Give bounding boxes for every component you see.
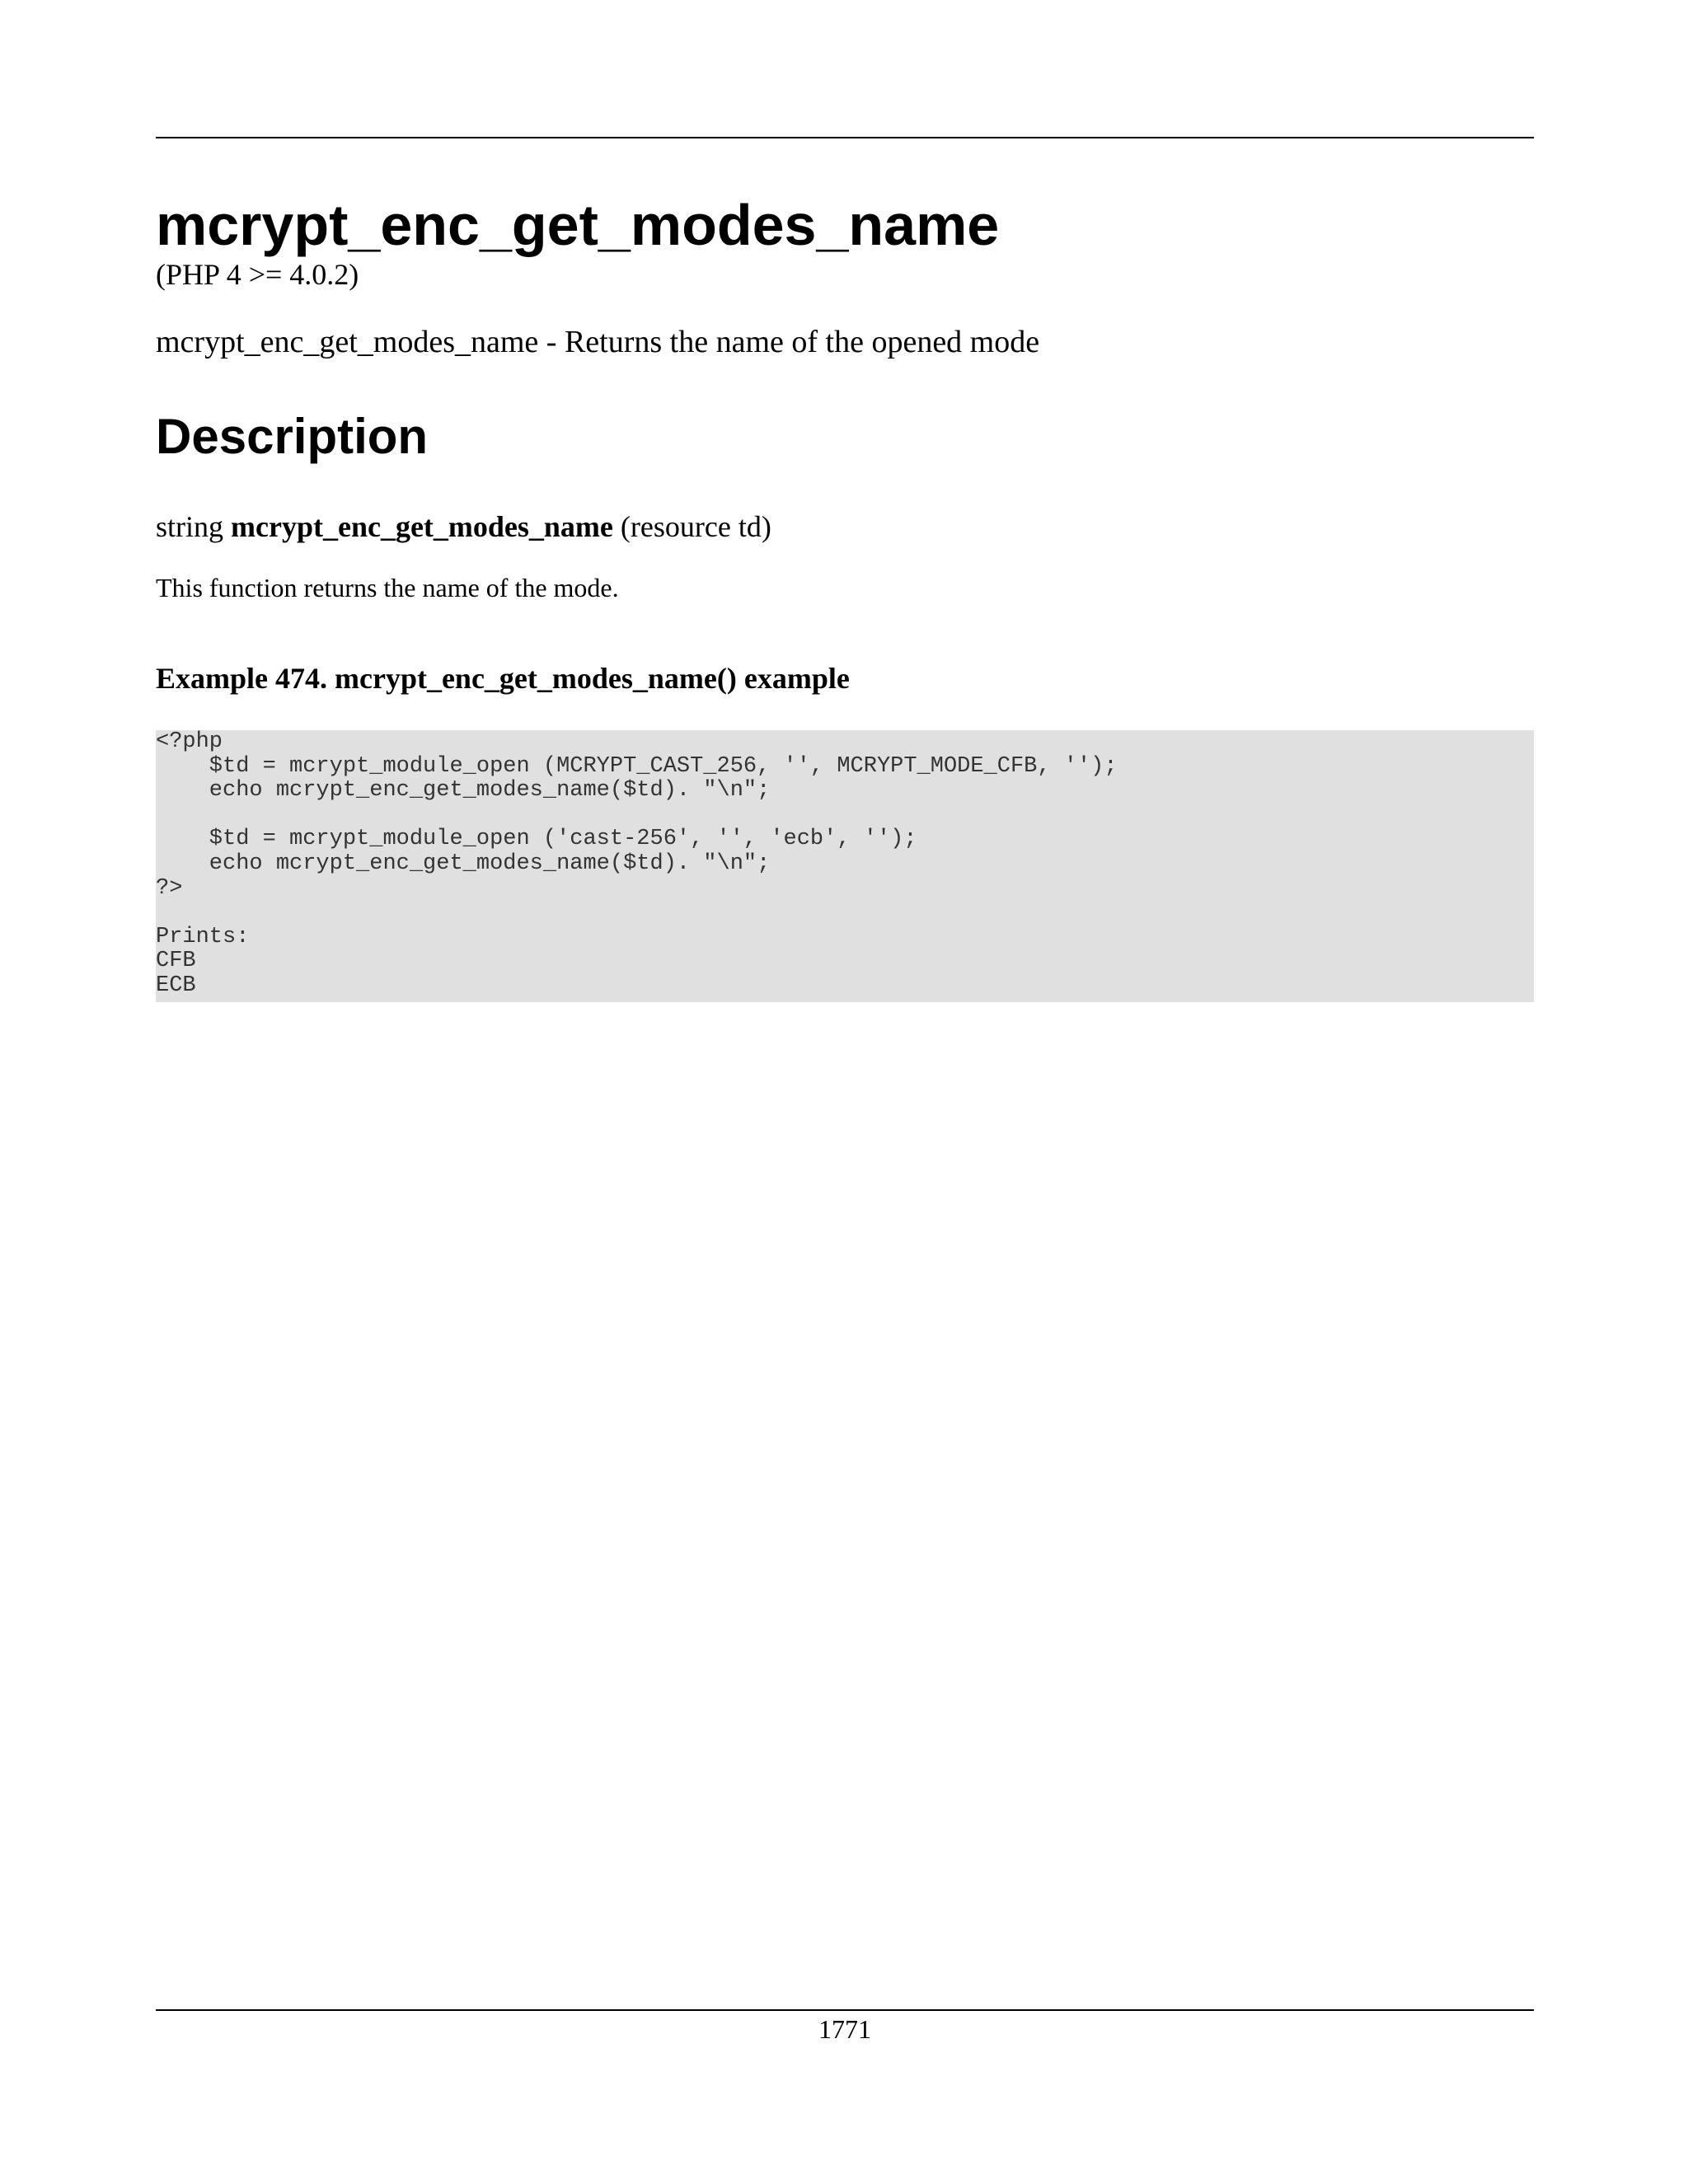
return-type: string [156, 510, 224, 543]
function-signature [156, 508, 771, 546]
signature-function-name: mcrypt_enc_get_modes_name [231, 510, 613, 543]
example-title: Example 474. mcrypt_enc_get_modes_name() example [156, 662, 850, 695]
code-example: <?php $td = mcrypt_module_open (MCRYPT_CAST_256, '', MCRYPT_MODE_CFB, ''); echo mcrypt_enc_get_modes_name($td). "\n"; $td = mcrypt_module_open ('cast-256', '', 'ecb', ''); echo mcrypt_enc_get_modes_name($td). "\n"; ?> Prints: CFB ECB [156, 730, 1534, 1002]
function-title: mcrypt_enc_get_modes_name [156, 193, 1000, 257]
function-summary: mcrypt_enc_get_modes_name - Returns the name of the opened mode [156, 325, 1040, 359]
page-number: 1771 [818, 2014, 871, 2044]
document-page [156, 0, 1534, 2184]
version-info: (PHP 4 >= 4.0.2) [156, 258, 359, 291]
description-text: This function returns the name of the mode. [156, 573, 619, 602]
signature-params: (resource td) [620, 510, 771, 543]
description-heading: Description [156, 409, 429, 464]
header-rule [156, 137, 1534, 138]
